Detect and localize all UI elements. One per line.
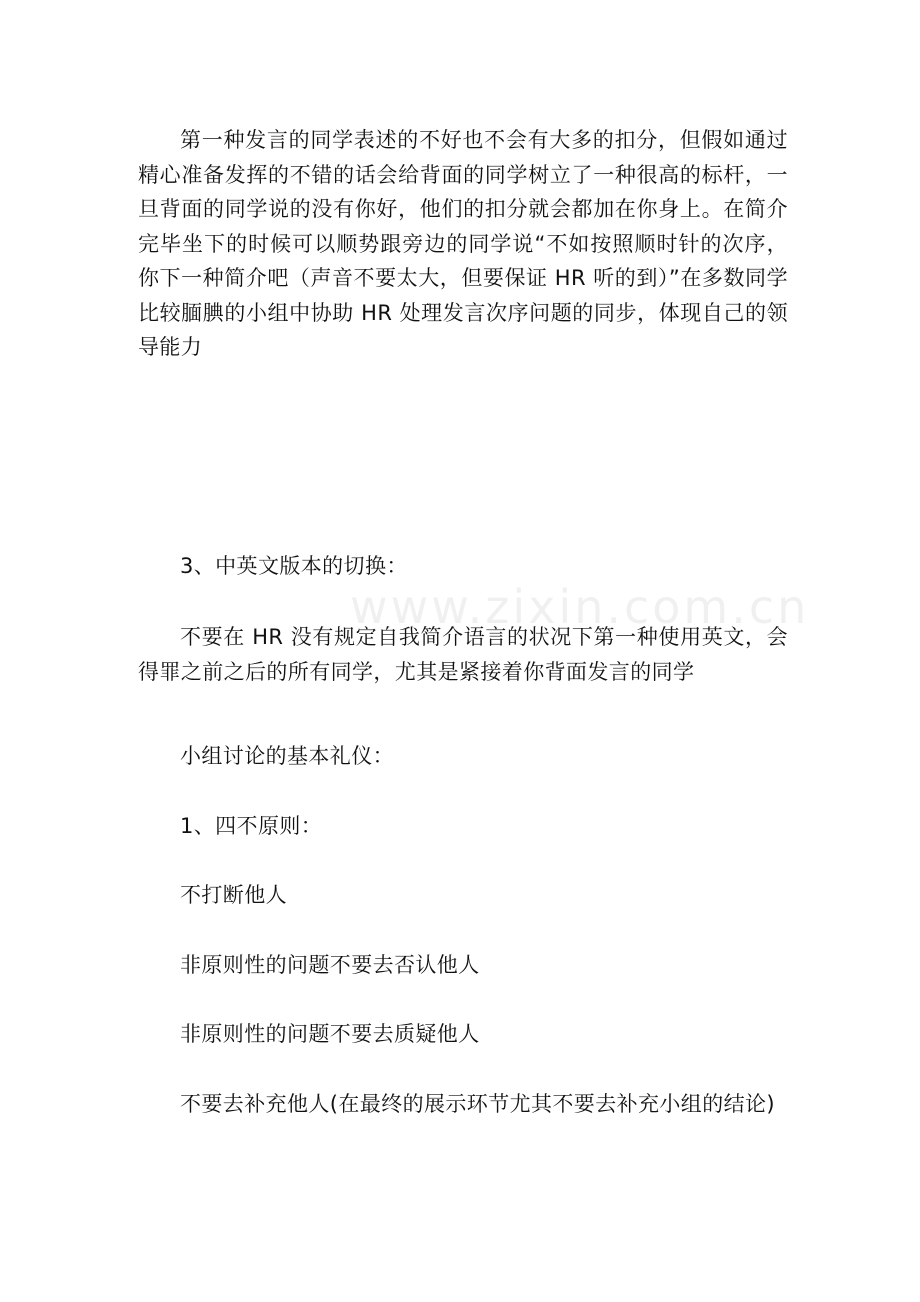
section-heading-four-rules: 1、四不原则： (180, 814, 323, 838)
rule-item-1: 不打断他人 (180, 883, 287, 907)
watermark: www.zixin.com.cn (350, 580, 810, 634)
paragraph-language-switch: 不要在 HR 没有规定自我简介语言的状况下第一种使用英文，会得罪之前之后的所有同学，尤其是紧接着你背面发言的同学 (138, 625, 788, 684)
rule-item-4: 不要去补充他人(在最终的展示环节尤其不要去补充小组的结论) (180, 1092, 775, 1116)
paragraph-speaking-order: 第一种发言的同学表述的不好也不会有大多的扣分，但假如通过精心准备发挥的不错的话会给背面的同学树立了一种很高的标杆，一旦背面的同学说的没有你好，他们的扣分就会都加在你身上。在简介完毕坐下的时候可以顺势跟旁边的同学说“不如按照顺时针的次序，你下一种简介吧（声音不要太大，但要保证 HR 听的到）”在多数同学比较腼腆的小组中协助 HR 处理发言次序问题的同步，体现自己的领导能力 (138, 128, 788, 359)
section-heading-etiquette: 小组讨论的基本礼仪： (180, 744, 394, 768)
rule-item-2: 非原则性的问题不要去否认他人 (180, 953, 480, 977)
section-heading-language-switch: 3、中英文版本的切换： (180, 554, 408, 578)
rule-item-3: 非原则性的问题不要去质疑他人 (180, 1022, 480, 1046)
